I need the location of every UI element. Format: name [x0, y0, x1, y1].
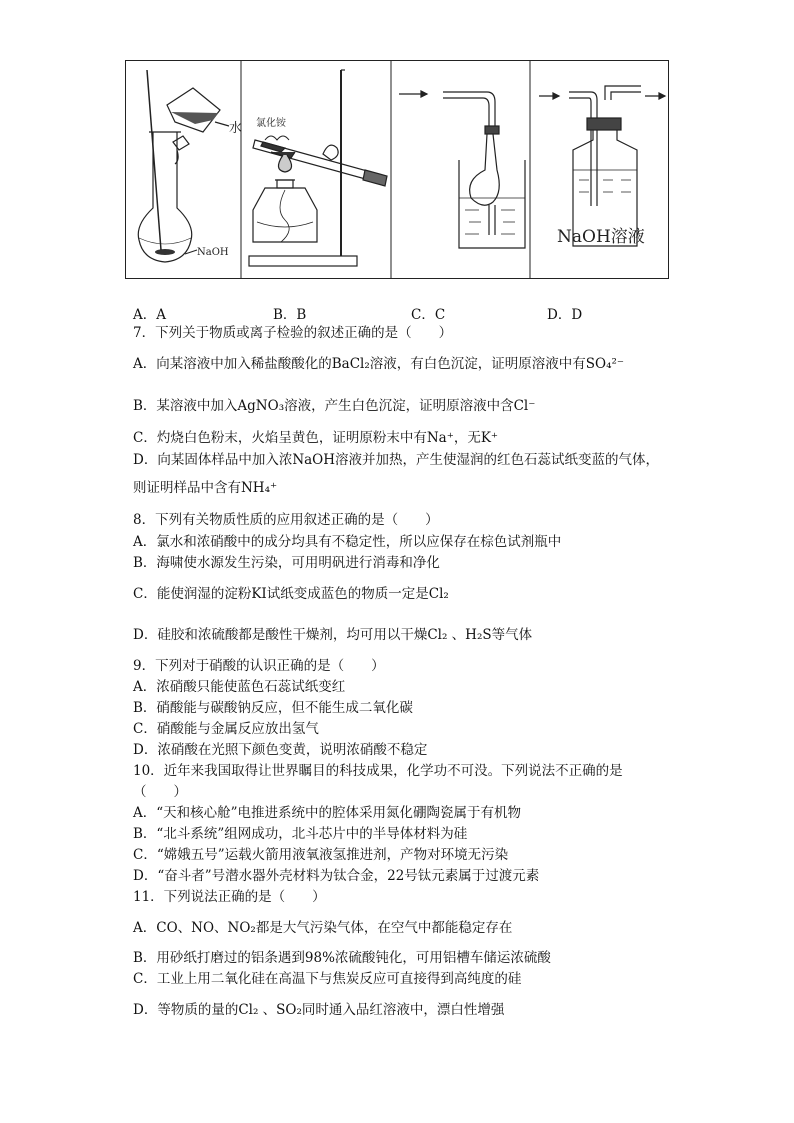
q9-option-a: A．浓硝酸只能使蓝色石蕊试纸变红: [133, 679, 346, 695]
label-nh4cl: 氯化铵: [256, 118, 286, 129]
q10-stem-line2: （ ）: [133, 784, 187, 800]
panel-d-washing-bottle: [539, 86, 665, 246]
q6-option-a: A．A: [133, 307, 166, 323]
q9-option-d: D．浓硝酸在光照下颜色变黄，说明浓硝酸不稳定: [133, 742, 428, 758]
q11-option-a: A．CO、NO、NO₂都是大气污染气体，在空气中都能稳定存在: [133, 920, 513, 936]
q7-stem: 7．下列关于物质或离子检验的叙述正确的是（ ）: [133, 325, 453, 341]
q7-option-c: C．灼烧白色粉末，火焰呈黄色，证明原粉末中有Na⁺，无K⁺: [133, 430, 499, 446]
q8-option-c: C．能使润湿的淀粉KI试纸变成蓝色的物质一定是Cl₂: [133, 586, 449, 602]
q11-stem: 11．下列说法正确的是（ ）: [133, 889, 326, 905]
q10-option-a: A．“天和核心舱”电推进系统中的腔体采用氮化硼陶瓷属于有机物: [133, 805, 522, 821]
q7-option-d-line1: D．向某固体样品中加入浓NaOH溶液并加热，产生使湿润的红色石蕊试纸变蓝的气体，: [133, 452, 660, 468]
q6-option-b: B．B: [273, 307, 307, 323]
q8-option-a: A．氯水和浓硝酸中的成分均具有不稳定性，所以应保存在棕色试剂瓶中: [133, 534, 562, 550]
q10-option-d: D．“奋斗者”号潜水器外壳材料为钛合金，22号钛元素属于过渡元素: [133, 868, 540, 884]
q6-option-c: C．C: [411, 307, 446, 323]
panel-c-absorption-bulb: [399, 91, 525, 248]
q8-option-d: D．硅胶和浓硫酸都是酸性干燥剂，均可用以干燥Cl₂ 、H₂S等气体: [133, 627, 533, 643]
q10-option-b: B．“北斗系统”组网成功，北斗芯片中的半导体材料为硅: [133, 826, 468, 842]
q7-option-b: B．某溶液中加入AgNO₃溶液，产生白色沉淀，证明原溶液中含Cl⁻: [133, 398, 536, 414]
q10-option-c: C．“嫦娥五号”运载火箭用液氧液氢推进剂，产物对环境无污染: [133, 847, 509, 863]
q8-option-b: B．海啸使水源发生污染，可用明矾进行消毒和净化: [133, 555, 440, 571]
q11-option-c: C．工业上用二氧化硅在高温下与焦炭反应可直接得到高纯度的硅: [133, 971, 522, 987]
panel-b-heating-apparatus: [249, 70, 387, 266]
q11-option-d: D．等物质的量的Cl₂ 、SO₂同时通入品红溶液中，漂白性增强: [133, 1002, 505, 1018]
label-water: 水: [229, 121, 243, 136]
panel-a-volumetric-flask: [138, 70, 229, 262]
q10-stem-line1: 10．近年来我国取得让世界瞩目的科技成果，化学功不可没。下列说法不正确的是: [133, 763, 623, 779]
q7-option-d-line2: 则证明样品中含有NH₄⁺: [133, 480, 278, 496]
q7-option-a: A．向某溶液中加入稀盐酸酸化的BaCl₂溶液，有白色沉淀，证明原溶液中有SO₄²⁻: [133, 356, 625, 372]
q8-stem: 8．下列有关物质性质的应用叙述正确的是（ ）: [133, 512, 439, 528]
q9-option-b: B．硝酸能与碳酸钠反应，但不能生成二氧化碳: [133, 700, 413, 716]
q9-stem: 9．下列对于硝酸的认识正确的是（ ）: [133, 658, 385, 674]
q6-option-d: D．D: [547, 307, 583, 323]
apparatus-figure: [125, 60, 669, 279]
label-naoh: NaOH: [197, 247, 229, 258]
q11-option-b: B．用砂纸打磨过的铝条遇到98%浓硫酸钝化，可用铝槽车储运浓硫酸: [133, 950, 551, 966]
label-naoh-solution: NaOH溶液: [557, 227, 645, 247]
q9-option-c: C．硝酸能与金属反应放出氢气: [133, 721, 319, 737]
